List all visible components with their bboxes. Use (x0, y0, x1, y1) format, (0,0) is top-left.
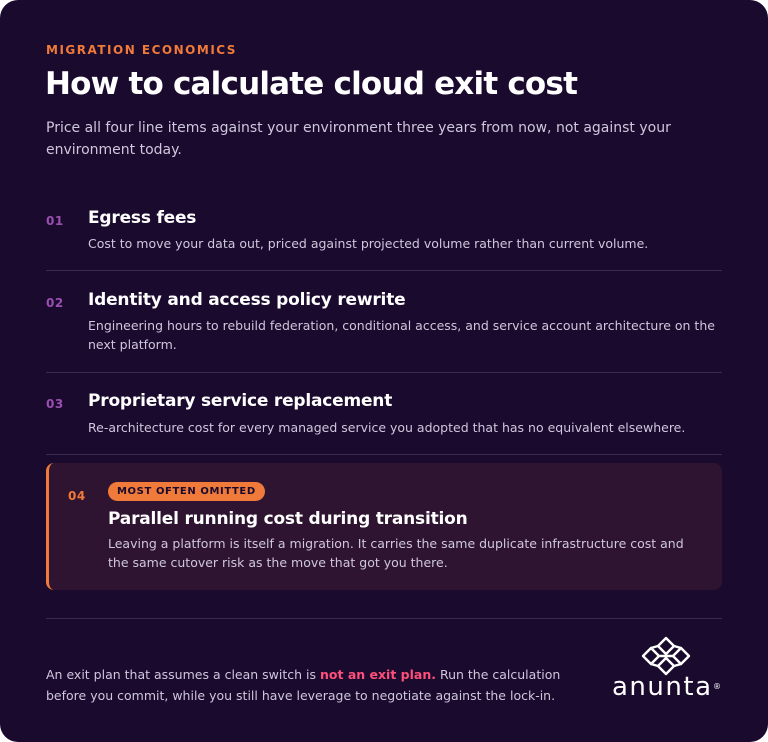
footer-text-after: Run the calculation before you commit, while you still have leverage to negotiate against the lock-in. (46, 667, 561, 703)
item-title: Proprietary service replacement (88, 391, 393, 411)
item-number: 01 (46, 214, 64, 228)
item-number: 04 (68, 489, 86, 503)
line-item-parallel-running (46, 463, 722, 590)
item-title: Identity and access policy rewrite (88, 290, 406, 310)
interlaced-knot-icon (641, 636, 691, 676)
anunta-logo (612, 636, 722, 708)
divider (46, 618, 722, 619)
logo-wordmark: anunta (612, 672, 713, 702)
eyebrow-label: MIGRATION ECONOMICS (46, 43, 237, 57)
item-description: Leaving a platform is itself a migration. It carries the same duplicate infrastructure cost and the same cutover risk as the move that got you there. (108, 536, 684, 570)
line-item-identity (46, 290, 722, 360)
footer-emphasis: not an exit plan. (320, 667, 436, 682)
footer-text-before: An exit plan that assumes a clean switch is (46, 667, 321, 682)
item-number: 03 (46, 397, 64, 411)
item-number: 02 (46, 296, 64, 310)
most-often-omitted-badge: MOST OFTEN OMITTED (108, 482, 265, 501)
item-description: Engineering hours to rebuild federation, conditional access, and service account architecture on the next platform. (88, 318, 715, 352)
footer-text (46, 664, 586, 706)
divider (46, 372, 722, 373)
item-description: Cost to move your data out, priced against projected volume rather than current volume. (88, 236, 649, 251)
item-title: Parallel running cost during transition (108, 509, 468, 529)
divider (46, 270, 722, 271)
item-description: Re-architecture cost for every managed service you adopted that has no equivalent elsewhere. (88, 420, 686, 435)
line-item-proprietary (46, 391, 722, 441)
item-title: Egress fees (88, 208, 197, 228)
intro-text: Price all four line items against your environment three years from now, not against your environment today. (46, 120, 671, 158)
line-item-egress (46, 208, 722, 258)
divider (46, 454, 722, 455)
registered-mark: ® (713, 682, 721, 691)
page-title: How to calculate cloud exit cost (45, 66, 578, 102)
